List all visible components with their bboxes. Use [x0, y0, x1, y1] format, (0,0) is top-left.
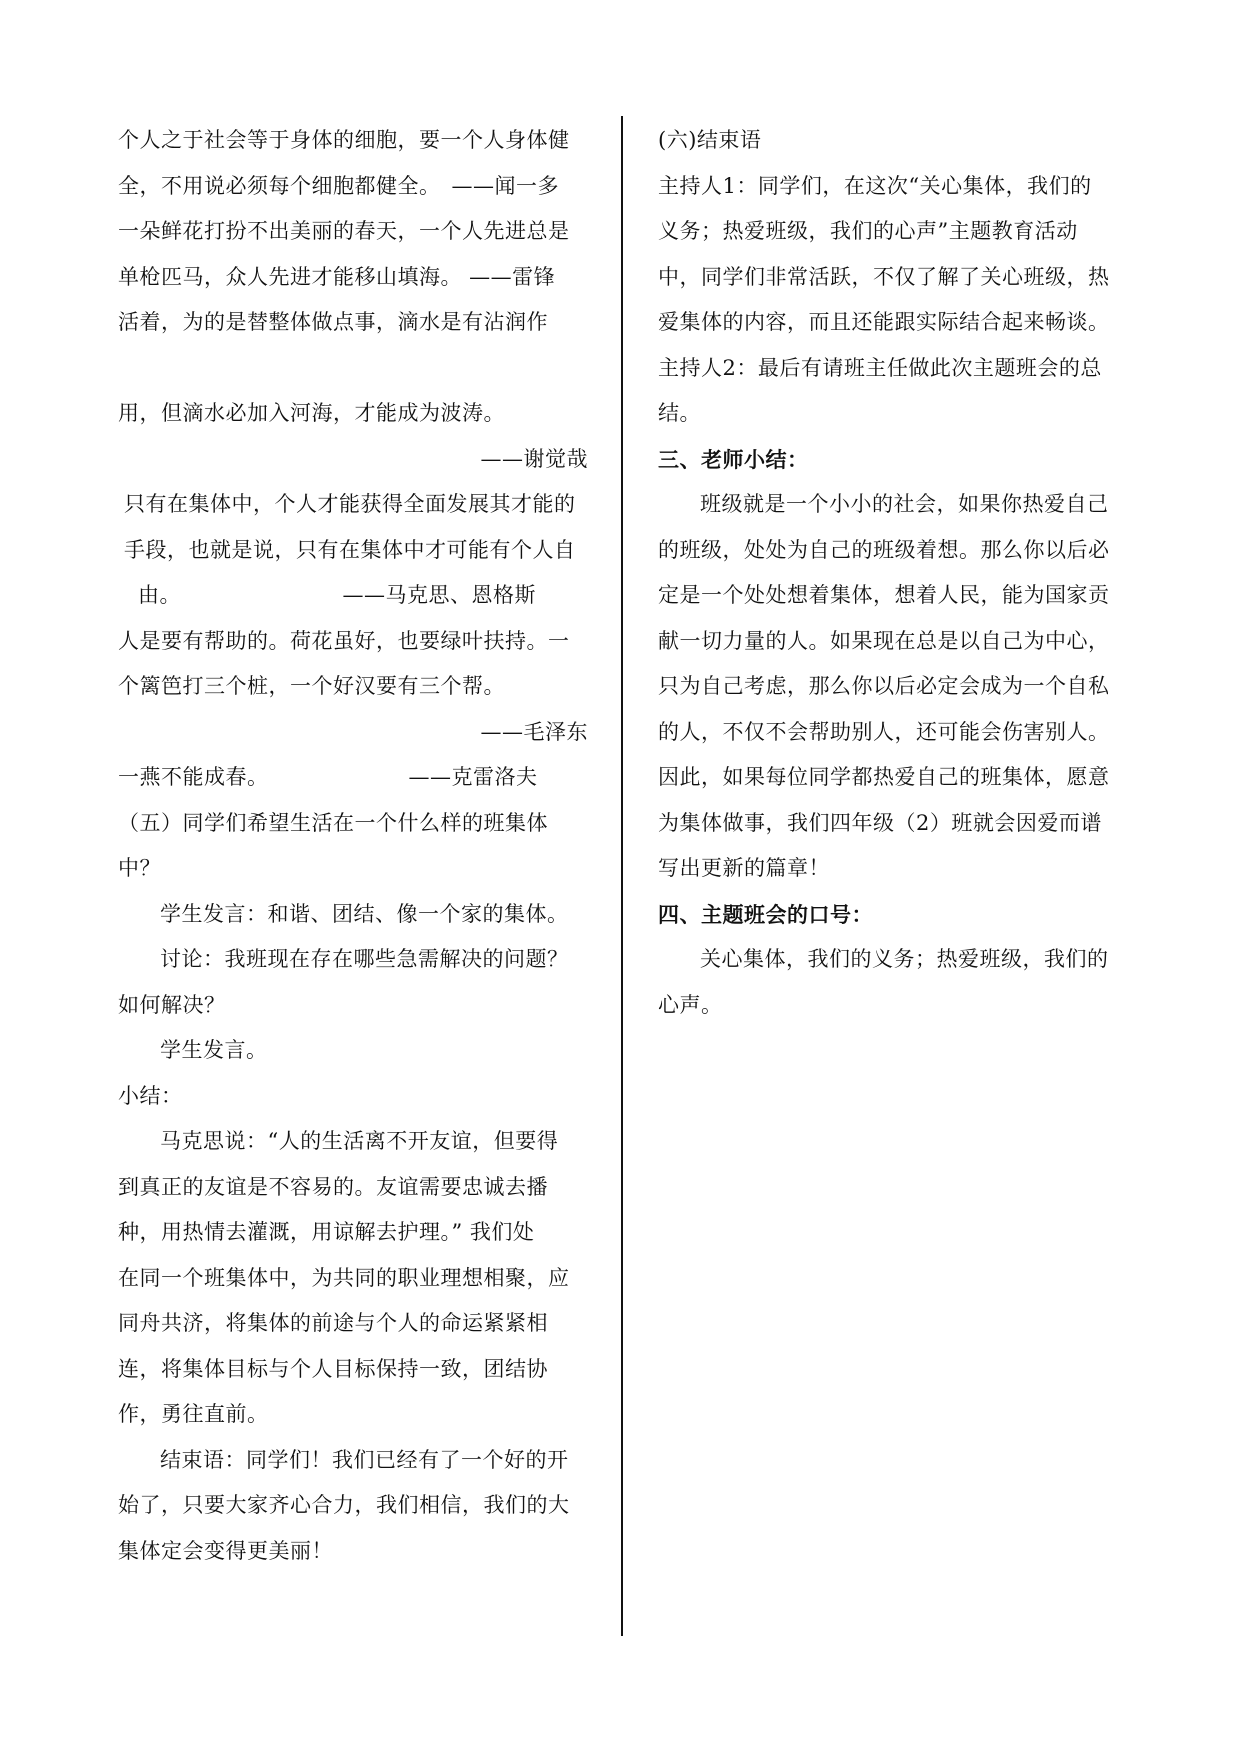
left-column [118, 118, 588, 1574]
paragraph-line: 马克思说：“人的生活离不开友谊，但要得 [160, 1129, 559, 1153]
text-line: 结。 [658, 401, 701, 425]
text-line: 全，不用说必须每个细胞都健全。 ——闻一多 [118, 173, 559, 198]
text-line: 写出更新的篇章！ [658, 856, 830, 880]
text-line: 到真正的友谊是不容易的。友谊需要忠诚去播 [118, 1174, 548, 1199]
text-line: 义务；热爱班级，我们的心声”主题教育活动 [658, 219, 1078, 243]
paragraph-line: 关心集体，我们的义务；热爱班级，我们的 [700, 947, 1109, 971]
text-line: 中？ [118, 856, 161, 880]
section-heading: 四、主题班会的口号： [658, 901, 873, 927]
text-line: 心声。 [658, 992, 723, 1017]
section-heading: （五）同学们希望生活在一个什么样的班集体 [118, 810, 548, 835]
text-line: 爱集体的内容，而且还能跟实际结合起来畅谈。 [658, 310, 1110, 334]
text-line: 个人之于社会等于身体的细胞，要一个人身体健 [118, 128, 570, 152]
text-line: 种，用热情去灌溉，用谅解去护理。” 我们处 [118, 1220, 535, 1244]
text-line: 同舟共济，将集体的前途与个人的命运紧紧相 [118, 1311, 548, 1335]
text-line: 由。 ——马克思、恩格斯 [138, 583, 536, 607]
paragraph-line: 学生发言。 [160, 1038, 268, 1062]
text-line: 因此，如果每位同学都热爱自己的班集体，愿意 [658, 765, 1110, 789]
text-line: 为集体做事，我们四年级（2）班就会因爱而谱 [658, 810, 1102, 835]
text-line: 单枪匹马，众人先进才能移山填海。 ——雷锋 [118, 264, 556, 289]
text-line: 在同一个班集体中，为共同的职业理想相聚，应 [118, 1265, 570, 1290]
blank-line [118, 346, 588, 392]
paragraph-line: 讨论：我班现在存在哪些急需解决的问题？ [160, 947, 569, 971]
column-divider [621, 116, 623, 1636]
text-line: 的班级，处处为自己的班级着想。那么你以后必 [658, 537, 1110, 562]
paragraph-line: 学生发言：和谐、团结、像一个家的集体。 [160, 901, 569, 926]
text-line: 的人，不仅不会帮助别人，还可能会伤害别人。 [658, 719, 1110, 744]
text-line: 连，将集体目标与个人目标保持一致，团结协 [118, 1356, 548, 1381]
text-line: 只为自己考虑，那么你以后必定会成为一个自私 [658, 674, 1110, 698]
quote-attribution: ——毛泽东 [480, 719, 588, 744]
text-line: 如何解决？ [118, 992, 226, 1017]
paragraph-line: 结束语：同学们！我们已经有了一个好的开 [160, 1447, 569, 1472]
text-line: 人是要有帮助的。荷花虽好，也要绿叶扶持。一 [118, 628, 570, 653]
text-line: 只有在集体中，个人才能获得全面发展其才能的 [124, 492, 576, 516]
right-column [658, 118, 1128, 1028]
text-line: 主持人1：同学们，在这次“关心集体，我们的 [658, 173, 1092, 198]
section-heading: (六)结束语 [658, 128, 762, 152]
text-line: 主持人2：最后有请班主任做此次主题班会的总 [658, 355, 1102, 380]
text-line: 集体定会变得更美丽！ [118, 1538, 333, 1563]
section-heading: 三、老师小结： [658, 446, 809, 472]
text-line: 献一切力量的人。如果现在总是以自己为中心， [658, 628, 1110, 653]
text-line: 中，同学们非常活跃，不仅了解了关心班级，热 [658, 264, 1110, 289]
text-line: 定是一个处处想着集体，想着人民，能为国家贡 [658, 583, 1110, 607]
text-line: 作，勇往直前。 [118, 1402, 269, 1426]
quote-attribution: ——谢觉哉 [480, 446, 588, 471]
text-line: 一燕不能成春。 ——克雷洛夫 [118, 765, 538, 789]
text-line: 活着，为的是替整体做点事，滴水是有沾润作 [118, 310, 548, 334]
subheading: 小结： [118, 1083, 183, 1108]
paragraph-line: 班级就是一个小小的社会，如果你热爱自己 [700, 492, 1109, 516]
text-line: 用，但滴水必加入河海，才能成为波涛。 [118, 401, 505, 425]
text-line: 手段，也就是说，只有在集体中才可能有个人自 [124, 537, 576, 562]
text-line: 始了，只要大家齐心合力，我们相信，我们的大 [118, 1493, 570, 1517]
text-line: 一朵鲜花打扮不出美丽的春天，一个人先进总是 [118, 219, 570, 243]
text-line: 个篱笆打三个桩，一个好汉要有三个帮。 [118, 674, 505, 698]
